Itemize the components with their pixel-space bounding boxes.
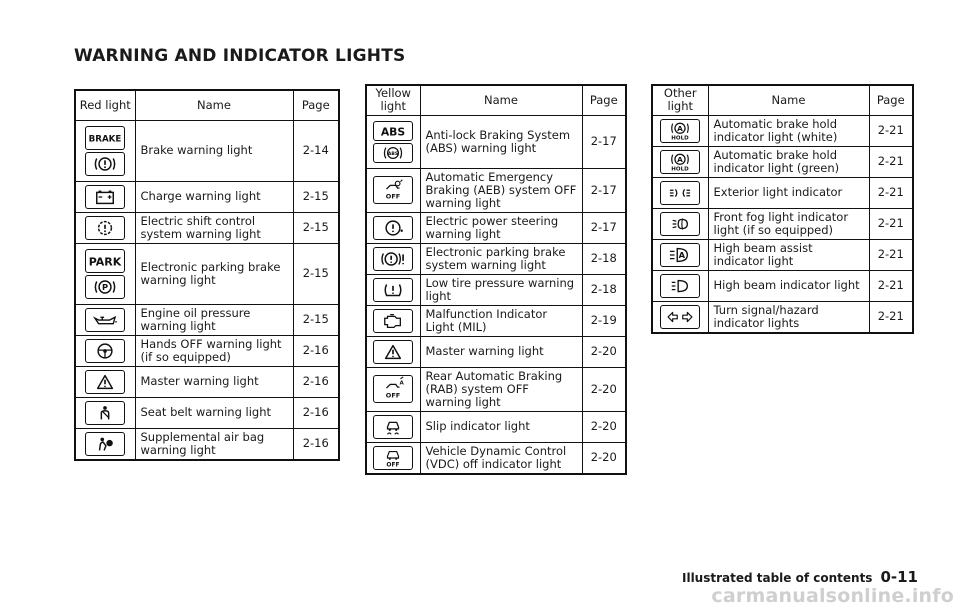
page-ref: 2-18 [582,274,626,305]
table-row [366,336,626,367]
page-ref: 2-18 [582,243,626,274]
rab-off-icon-label: OFF [386,391,401,400]
yellow-lights-table [365,84,627,475]
brake-circle-icon [85,152,125,176]
light-name: Malfunction Indicator Light (MIL) [420,305,582,336]
icon-cell [366,274,420,305]
light-name: Master warning light [135,366,293,397]
light-name: Electric shift control system warning light [135,212,293,243]
table-row [652,239,913,270]
column-header-page: Page [293,90,339,120]
warning-triangle-icon [85,370,125,394]
icon-cell [652,270,708,301]
slip-icon [373,415,413,439]
icon-cell [366,168,420,212]
page-ref: 2-21 [869,208,913,239]
exterior-light-icon [660,181,700,205]
light-name: Front fog light indicator light (if so equipped) [708,208,869,239]
parking-circle-icon [85,275,125,299]
light-name: Charge warning light [135,181,293,212]
icon-cell [652,239,708,270]
table-row [652,115,913,146]
icon-cell [366,336,420,367]
brake-text-icon [85,126,125,150]
icon-cell [366,442,420,474]
watermark: carmanualsonline.info [711,585,954,607]
brake-hold-text: HOLD [671,135,689,142]
column-header-page: Page [582,85,626,115]
table-row [652,146,913,177]
light-name: Electronic parking brake system warning light [420,243,582,274]
rab-off-icon [373,375,413,403]
other-lights-table [651,84,914,334]
abs-text-icon [373,121,413,141]
brake-hold-icon [660,150,700,174]
icon-cell [652,301,708,333]
column-header-light: Yellow light [366,85,420,115]
page-ref: 2-17 [582,168,626,212]
high-beam-icon [660,274,700,298]
table-row [75,397,339,428]
light-name: Rear Automatic Braking (RAB) system OFF warning light [420,367,582,411]
light-name: Master warning light [420,336,582,367]
light-name: Exterior light indicator [708,177,869,208]
aeb-off-icon-label: OFF [386,192,401,201]
light-name: Slip indicator light [420,411,582,442]
icon-cell [75,397,135,428]
page-ref: 2-20 [582,336,626,367]
page-ref: 2-15 [293,212,339,243]
table-row [652,208,913,239]
page-ref: 2-14 [293,120,339,181]
page-ref: 2-20 [582,367,626,411]
table-header-row [75,90,339,120]
light-name: Vehicle Dynamic Control (VDC) off indicator light [420,442,582,474]
table-row [75,366,339,397]
brake-hold-letter: A [677,154,684,164]
table-header-row [366,85,626,115]
light-name: Seat belt warning light [135,397,293,428]
icon-cell [652,177,708,208]
page-ref: 2-21 [869,239,913,270]
icon-cell [75,304,135,335]
page-ref: 2-16 [293,335,339,366]
vdc-off-icon-label: OFF [386,460,400,468]
column-header-name: Name [135,90,293,120]
icon-cell [75,335,135,366]
light-name: Electronic parking brake warning light [135,243,293,304]
icon-cell [75,366,135,397]
icon-cell [366,115,420,168]
icon-cell [75,120,135,181]
engine-icon [373,309,413,333]
parking-brake-warning-icon [373,247,413,271]
aeb-off-icon [373,176,413,204]
light-name: Engine oil pressure warning light [135,304,293,335]
park-text-icon [85,249,125,273]
page-ref: 2-21 [869,115,913,146]
page-ref: 2-21 [869,177,913,208]
page-ref: 2-17 [582,115,626,168]
table-row [75,212,339,243]
column-header-light: Other light [652,85,708,115]
svg-text:A: A [399,380,405,387]
brake-text-icon-label: BRAKE [88,134,122,145]
icon-cell [652,115,708,146]
table-row [366,274,626,305]
red-lights-table [74,89,340,461]
table-row [366,212,626,243]
table-row [75,428,339,460]
table-row [75,120,339,181]
light-name: High beam assist indicator light [708,239,869,270]
light-name: Automatic brake hold indicator light (white) [708,115,869,146]
column-header-name: Name [708,85,869,115]
page-ref: 2-17 [582,212,626,243]
light-name: Low tire pressure warning light [420,274,582,305]
gear-warning-icon [85,216,125,240]
page-ref: 2-16 [293,428,339,460]
page-ref: 2-19 [582,305,626,336]
table-row [75,304,339,335]
table-row [366,411,626,442]
brake-hold-icon [660,119,700,143]
column-header-light: Red light [75,90,135,120]
table-row [366,168,626,212]
table-row [75,335,339,366]
icon-cell [366,411,420,442]
table-row [366,243,626,274]
table-row [75,181,339,212]
icon-cell [75,212,135,243]
light-name: Hands OFF warning light (if so equipped) [135,335,293,366]
steering-warning-icon [373,216,413,240]
table-header-row [652,85,913,115]
table-row [652,177,913,208]
steering-hands-icon [85,339,125,363]
high-beam-assist-icon [660,243,700,267]
page-ref: 2-21 [869,301,913,333]
icon-cell [366,212,420,243]
light-name: Automatic Emergency Braking (AEB) system OFF warning light [420,168,582,212]
turn-signal-icon [660,305,700,329]
seat-belt-icon [85,401,125,425]
table-row [366,367,626,411]
table-row [366,442,626,474]
icon-cell [366,243,420,274]
page-ref: 2-21 [869,270,913,301]
tire-pressure-icon [373,278,413,302]
fog-light-icon [660,212,700,236]
page-ref: 2-21 [869,146,913,177]
page-ref: 2-15 [293,304,339,335]
icon-cell [75,243,135,304]
table-row [366,305,626,336]
column-header-page: Page [869,85,913,115]
light-name: High beam indicator light [708,270,869,301]
abs-circle-icon [373,143,413,163]
light-name: Brake warning light [135,120,293,181]
page-ref: 2-16 [293,397,339,428]
table-row [366,115,626,168]
battery-icon [85,185,125,209]
light-name: Automatic brake hold indicator light (green) [708,146,869,177]
page-ref: 2-20 [582,411,626,442]
footer-section-title: Illustrated table of contents [681,571,873,585]
footer-page-number: 0-11 [880,568,918,586]
page-footer [682,568,918,586]
abs-circle-icon-label: ABS [388,151,399,157]
page-ref: 2-20 [582,442,626,474]
airbag-icon [85,432,125,456]
page-ref: 2-15 [293,243,339,304]
table-row [652,270,913,301]
page-ref: 2-15 [293,181,339,212]
park-text-icon-label: PARK [88,255,122,269]
table-row [75,243,339,304]
column-header-name: Name [420,85,582,115]
table-row [652,301,913,333]
brake-hold-letter: A [677,123,684,133]
light-name: Turn signal/hazard indicator lights [708,301,869,333]
oil-can-icon [85,308,125,332]
icon-cell [652,208,708,239]
high-beam-assist-letter: A [678,249,686,260]
vdc-off-icon [373,446,413,470]
light-name: Electric power steering warning light [420,212,582,243]
icon-cell [75,428,135,460]
icon-cell [652,146,708,177]
abs-text-icon-label: ABS [381,125,406,138]
icon-cell [75,181,135,212]
svg-text:P: P [102,281,109,292]
brake-hold-text: HOLD [671,166,689,173]
light-name: Anti-lock Braking System (ABS) warning light [420,115,582,168]
warning-triangle-icon [373,340,413,364]
icon-cell [366,305,420,336]
page-heading: WARNING AND INDICATOR LIGHTS [74,46,406,66]
icon-cell [366,367,420,411]
page-ref: 2-16 [293,366,339,397]
light-name: Supplemental air bag warning light [135,428,293,460]
